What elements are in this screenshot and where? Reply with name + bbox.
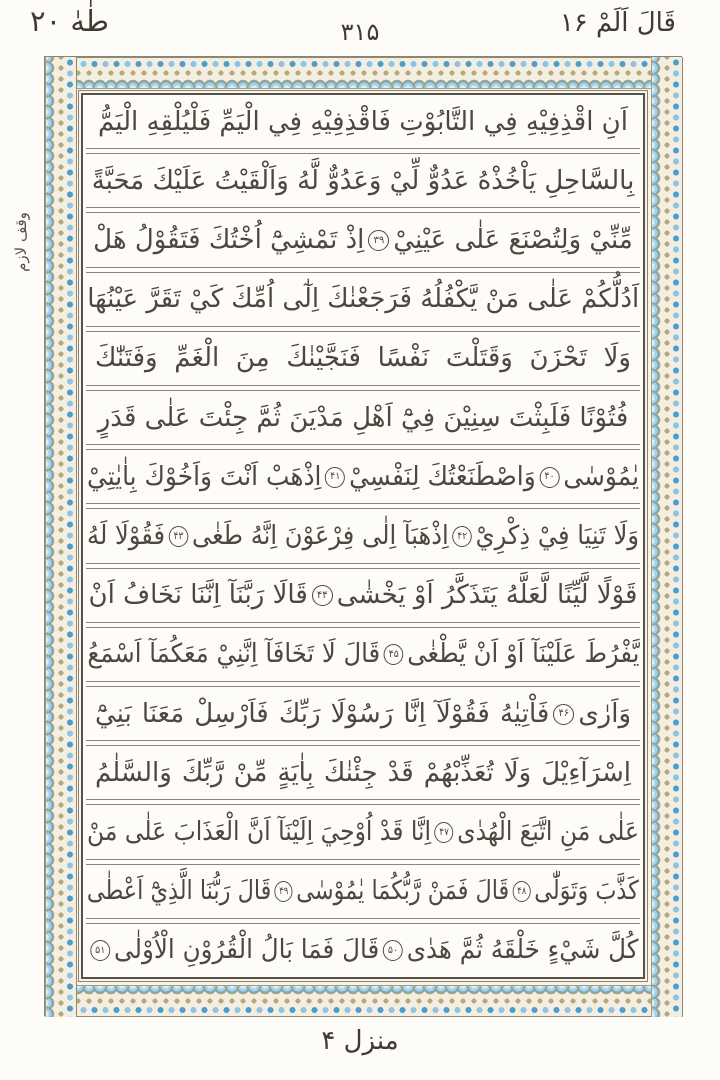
ayah-text [87, 284, 639, 315]
quran-text-line [83, 154, 643, 207]
quran-text-line [83, 450, 643, 503]
ayah-text-segment: اِذْ تَمْشِيْٓ اُخْتُكَ فَتَقُوْلُ هَلْ [93, 225, 365, 255]
quran-text-line [83, 273, 643, 326]
header-page-number: ۳۱۵ [340, 18, 380, 46]
ornamental-border-right [651, 57, 683, 1017]
ayah-text-segment: وَلَا تَنِيَا فِيْ ذِكْرِيْ [475, 521, 639, 552]
ayah-text-segment: فَقُوْلَا لَهُ [87, 521, 166, 552]
ayah-text-segment: فُتُوْنًا فَلَبِثْتَ سِنِيْنَ فِيْٓ اَهْلِ مَدْيَنَ ثُمَّ جِئْتَ عَلٰى قَدَرٍ [97, 402, 629, 433]
header-surah-label: طٰهٰ ۲۰ [30, 4, 110, 38]
margin-note-waqf-lazim: وقف لازم [11, 212, 30, 272]
ayah-text [95, 343, 631, 374]
ayah-end-marker: ۵۰ [384, 940, 404, 961]
ayah-text [93, 227, 633, 253]
ayah-end-marker: ۴۸ [513, 881, 531, 902]
ayah-text-segment: قَالَ فَمَا بَالُ الْقُرُوْنِ الْاُوْلٰى [114, 935, 380, 966]
ayah-text-segment: اِذْهَبَآ اِلٰى فِرْعَوْنَ اِنَّهُ طَغٰى [191, 521, 449, 552]
ayah-text-segment: يَّفْرُطَ عَلَيْنَآ اَوْ اَنْ يَّطْغٰى [406, 639, 639, 670]
ayah-text-segment: عَلٰى مَنِ اتَّبَعَ الْهُدٰى [457, 817, 639, 848]
quran-text-line [83, 687, 643, 740]
footer-manzil-label: منزل ۴ [321, 1026, 399, 1056]
ayah-text-segment: قَوْلًا لَّيِّنًا لَّعَلَّهُ يَتَذَكَّرُ اَوْ يَخْشٰى [336, 580, 638, 611]
ayah-text [87, 876, 639, 907]
ayah-text-segment: وَلَا تَحْزَنَ وَقَتَلْتَ نَفْسًا فَنَجَّيْنٰكَ مِنَ الْغَمِّ وَفَتَنّٰكَ [95, 343, 631, 374]
ayah-text-segment: اَدُلُّكُمْ عَلٰى مَنْ يَّكْفُلُهُ فَرَجَعْنٰكَ اِلٰٓى اُمِّكَ كَيْ تَقَرَّ عَيْنُهَا [87, 284, 639, 315]
ayah-text [88, 580, 638, 611]
ayah-end-marker: ۴۰ [540, 467, 560, 488]
quran-text-line [83, 924, 643, 977]
ayah-end-marker: ۴۶ [553, 704, 574, 725]
ornamental-frame [44, 56, 682, 1016]
header-juz-label: قَالَ اَلَمْ ۱۶ [559, 8, 676, 38]
ornamental-border-bottom [45, 985, 683, 1017]
ayah-end-marker: ۴۳ [169, 526, 189, 547]
ayah-text [95, 698, 631, 729]
ayah-text [86, 817, 639, 848]
ayah-end-marker: ۴۹ [275, 881, 293, 902]
ayah-text-segment: قَالَ فَمَنْ رَّبُّكُمَا يٰمُوْسٰى [296, 876, 510, 907]
margin-note-wrap [0, 192, 42, 292]
ayah-text-segment: بِالسَّاحِلِ يَاْخُذْهُ عَدُوٌّ لِّيْ وَعَدُوٌّ لَّهُ وَاَلْقَيْتُ عَلَيْكَ مَحَبَّةً [91, 165, 635, 196]
ayah-end-marker: ۴۱ [325, 467, 345, 488]
ayah-text-segment: كُلَّ شَيْءٍ خَلْقَهُ ثُمَّ هَدٰى [407, 935, 639, 966]
ayah-text-segment: اِنَّا قَدْ اُوْحِيَ اِلَيْنَآ اَنَّ الْعَذَابَ عَلٰى مَنْ [86, 817, 432, 848]
ornamental-border-left [45, 57, 77, 1017]
ayah-text-segment: وَاَرٰى [578, 698, 631, 729]
ayah-text [95, 757, 631, 788]
ayah-end-marker: ۴۲ [452, 526, 472, 547]
quran-text-line [83, 95, 643, 148]
ornamental-border-top [45, 57, 683, 89]
ayah-text [91, 165, 635, 196]
quran-text-box [81, 93, 645, 979]
quran-text-line [83, 805, 643, 858]
ayah-text [87, 461, 639, 492]
ayah-text [97, 106, 629, 137]
ayah-end-marker: ۳۹ [368, 230, 389, 251]
ayah-text-segment: فَاْتِيٰهُ فَقُوْلَآ اِنَّا رَسُوْلَا رَبِّكَ فَاَرْسِلْ مَعَنَا بَنِيْٓ [95, 698, 550, 729]
quran-text-line [83, 332, 643, 385]
ayah-text [87, 935, 639, 966]
ayah-end-marker: ۴۷ [435, 822, 454, 843]
ayah-text-segment: اِذْهَبْ اَنْتَ وَاَخُوْكَ بِاٰيٰتِيْ [87, 461, 322, 492]
ayah-text-segment: قَالَ لَا تَخَافَآ اِنَّنِيْ مَعَكُمَآ اَسْمَعُ [87, 639, 380, 670]
quran-text-line [83, 628, 643, 681]
ayah-text-segment: يٰمُوْسٰى [563, 461, 639, 492]
ayah-text [87, 639, 639, 670]
ayah-text-segment: اِسْرَآءِيْلَ وَلَا تُعَذِّبْهُمْ قَدْ جِئْنٰكَ بِاٰيَةٍ مِّنْ رَّبِّكَ وَالسَّلٰمُ [95, 757, 631, 788]
ayah-text-segment: مِّنِّيْ وَلِتُصْنَعَ عَلٰى عَيْنِيْ [393, 225, 633, 255]
quran-text-line [83, 746, 643, 799]
ayah-text-segment: اَنِ اقْذِفِيْهِ فِي التَّابُوْتِ فَاقْذِفِيْهِ فِي الْيَمِّ فَلْيُلْقِهِ الْيَمُّ [97, 106, 629, 137]
ayah-text-segment: كَذَّبَ وَتَوَلّٰى [534, 876, 639, 907]
quran-text-line [83, 391, 643, 444]
quran-text-line [83, 569, 643, 622]
quran-text-line [83, 865, 643, 918]
ayah-text-segment: قَالَا رَبَّنَآ اِنَّنَا نَخَافُ اَنْ [88, 580, 308, 611]
ayah-text [87, 521, 639, 552]
ayah-end-marker: ۴۴ [312, 585, 333, 606]
ayah-text [97, 402, 629, 433]
quran-text-line [83, 509, 643, 562]
ayah-end-marker: ۴۵ [383, 644, 403, 665]
ayah-text-segment: وَاصْطَنَعْتُكَ لِنَفْسِيْ [349, 461, 536, 492]
ayah-text-segment: قَالَ رَبُّنَا الَّذِيْٓ اَعْطٰى [87, 876, 272, 907]
quran-text-line [83, 213, 643, 266]
ayah-end-marker: ۵۱ [91, 940, 111, 961]
